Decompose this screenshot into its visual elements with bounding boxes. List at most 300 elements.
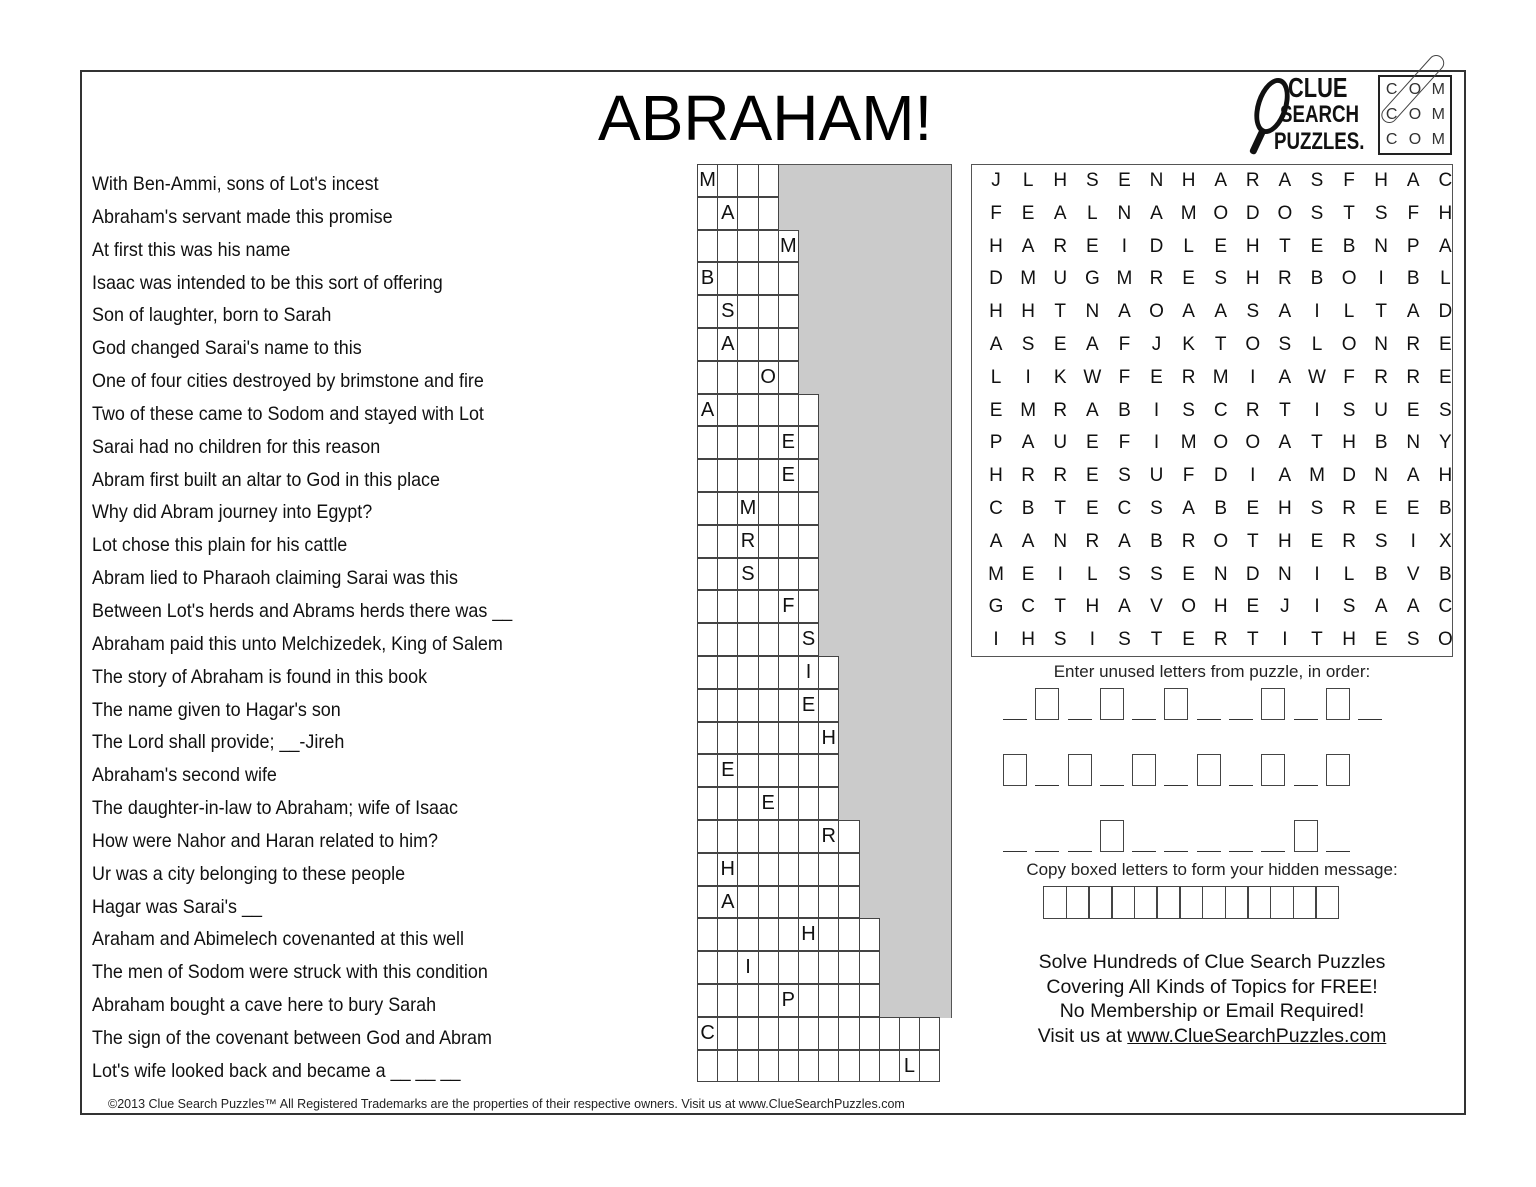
word-search-letter[interactable]: B bbox=[1374, 563, 1388, 585]
answer-cell[interactable] bbox=[798, 426, 819, 459]
word-search-letter[interactable]: K bbox=[1182, 334, 1195, 355]
answer-cell[interactable] bbox=[778, 754, 799, 787]
boxed-letter-slot[interactable] bbox=[1326, 754, 1350, 786]
answer-cell[interactable] bbox=[717, 590, 738, 623]
word-search-letter[interactable]: H bbox=[1021, 629, 1035, 651]
answer-cell[interactable] bbox=[778, 689, 799, 722]
word-search-letter[interactable]: S bbox=[1053, 629, 1067, 651]
answer-cell[interactable] bbox=[798, 459, 819, 492]
answer-cell[interactable] bbox=[717, 492, 738, 525]
answer-cell[interactable] bbox=[818, 689, 839, 722]
answer-cell[interactable] bbox=[818, 1017, 839, 1050]
word-search-letter[interactable]: I bbox=[1153, 399, 1160, 421]
word-search-letter[interactable]: S bbox=[1342, 596, 1356, 618]
word-search-letter[interactable]: A bbox=[989, 530, 1003, 552]
answer-cell[interactable] bbox=[919, 1050, 940, 1083]
word-search-letter[interactable]: B bbox=[1439, 498, 1452, 519]
word-search-letter[interactable]: M bbox=[1309, 465, 1325, 487]
word-search-letter[interactable]: T bbox=[1246, 629, 1259, 651]
answer-cell[interactable] bbox=[697, 722, 718, 755]
answer-cell[interactable] bbox=[737, 1050, 758, 1083]
answer-cell[interactable] bbox=[758, 459, 779, 492]
word-search-letter[interactable]: I bbox=[1314, 399, 1320, 421]
answer-cell[interactable]: I bbox=[737, 951, 758, 984]
answer-cell[interactable] bbox=[899, 1017, 920, 1050]
word-search-letter[interactable]: T bbox=[1246, 530, 1259, 552]
word-search-letter[interactable]: M bbox=[1116, 268, 1133, 290]
boxed-letter-slot[interactable] bbox=[1164, 688, 1188, 720]
answer-cell[interactable] bbox=[737, 623, 758, 656]
answer-cell[interactable] bbox=[798, 492, 819, 525]
answer-cell[interactable]: H bbox=[717, 853, 738, 886]
answer-cell[interactable] bbox=[717, 984, 738, 1017]
answer-cell[interactable] bbox=[778, 623, 799, 656]
answer-cell[interactable] bbox=[838, 984, 859, 1017]
answer-cell[interactable]: M bbox=[697, 164, 718, 197]
answer-cell[interactable] bbox=[778, 951, 799, 984]
word-search-letter[interactable]: E bbox=[1182, 563, 1195, 585]
answer-cell[interactable] bbox=[717, 1050, 738, 1083]
word-search-letter[interactable]: N bbox=[1053, 530, 1068, 552]
answer-cell[interactable]: O bbox=[758, 361, 779, 394]
word-search-letter[interactable]: E bbox=[1085, 498, 1099, 519]
word-search-letter[interactable]: A bbox=[1406, 596, 1420, 618]
word-search-letter[interactable]: L bbox=[1440, 268, 1451, 290]
answer-cell[interactable] bbox=[697, 328, 718, 361]
word-search-letter[interactable]: V bbox=[1406, 563, 1420, 585]
answer-cell[interactable] bbox=[838, 1017, 859, 1050]
answer-cell[interactable] bbox=[717, 1017, 738, 1050]
answer-cell[interactable] bbox=[717, 394, 738, 427]
word-search-letter[interactable]: S bbox=[1439, 399, 1452, 421]
answer-cell[interactable] bbox=[697, 492, 718, 525]
answer-cell[interactable] bbox=[697, 918, 718, 951]
word-search-letter[interactable]: A bbox=[1214, 170, 1228, 191]
answer-cell[interactable]: E bbox=[778, 459, 799, 492]
answer-cell[interactable] bbox=[697, 1050, 718, 1083]
word-search-letter[interactable]: A bbox=[1085, 399, 1099, 421]
word-search-letter[interactable]: I bbox=[1153, 432, 1160, 454]
word-search-letter[interactable]: A bbox=[1278, 170, 1292, 191]
answer-cell[interactable]: F bbox=[778, 590, 799, 623]
word-search-letter[interactable]: G bbox=[988, 596, 1004, 618]
word-search-letter[interactable]: S bbox=[1374, 530, 1388, 552]
word-search-letter[interactable]: N bbox=[1117, 202, 1132, 224]
word-search-letter[interactable]: D bbox=[989, 268, 1003, 290]
answer-cell[interactable] bbox=[818, 918, 839, 951]
word-search-letter[interactable]: C bbox=[1438, 170, 1453, 191]
word-search-letter[interactable]: E bbox=[1439, 366, 1452, 388]
word-search-letter[interactable]: I bbox=[1314, 596, 1320, 618]
letter-slot[interactable] bbox=[1003, 850, 1027, 852]
answer-cell[interactable] bbox=[778, 722, 799, 755]
word-search-letter[interactable]: A bbox=[1118, 530, 1131, 552]
word-search-letter[interactable]: V bbox=[1150, 596, 1163, 618]
answer-cell[interactable]: S bbox=[737, 558, 758, 591]
answer-cell[interactable] bbox=[859, 918, 880, 951]
word-search-letter[interactable]: B bbox=[1342, 235, 1356, 257]
answer-cell[interactable] bbox=[798, 1017, 819, 1050]
word-search-letter[interactable]: F bbox=[1407, 202, 1420, 224]
word-search-letter[interactable]: P bbox=[989, 432, 1003, 454]
word-search-letter[interactable]: I bbox=[1057, 563, 1063, 585]
word-search-letter[interactable]: E bbox=[989, 399, 1003, 421]
word-search-letter[interactable]: B bbox=[1406, 268, 1420, 290]
answer-cell[interactable] bbox=[798, 394, 819, 427]
word-search-letter[interactable]: R bbox=[1053, 399, 1068, 421]
word-search-letter[interactable]: E bbox=[1085, 432, 1099, 454]
answer-cell[interactable] bbox=[798, 1050, 819, 1083]
word-search-letter[interactable]: T bbox=[1311, 432, 1323, 454]
answer-cell[interactable] bbox=[838, 886, 859, 919]
answer-cell[interactable] bbox=[818, 853, 839, 886]
answer-cell[interactable] bbox=[758, 164, 779, 197]
answer-cell[interactable]: H bbox=[798, 918, 819, 951]
word-search-letter[interactable]: B bbox=[1150, 530, 1163, 552]
word-search-letter[interactable]: I bbox=[1378, 268, 1384, 290]
word-search-letter[interactable]: S bbox=[1150, 498, 1163, 519]
answer-cell[interactable] bbox=[778, 361, 799, 394]
website-link[interactable]: www.ClueSearchPuzzles.com bbox=[1127, 1024, 1387, 1047]
word-search-letter[interactable]: I bbox=[993, 629, 999, 651]
word-search-letter[interactable]: U bbox=[1053, 432, 1068, 454]
word-search-letter[interactable]: B bbox=[1310, 268, 1324, 290]
answer-cell[interactable] bbox=[758, 951, 779, 984]
word-search-letter[interactable]: C bbox=[1438, 596, 1453, 618]
answer-cell[interactable] bbox=[697, 426, 718, 459]
word-search-letter[interactable]: M bbox=[1020, 268, 1037, 290]
word-search-letter[interactable]: I bbox=[1121, 235, 1128, 257]
answer-cell[interactable] bbox=[737, 984, 758, 1017]
word-search-letter[interactable]: L bbox=[1183, 235, 1194, 257]
answer-cell[interactable]: M bbox=[737, 492, 758, 525]
word-search-letter[interactable]: S bbox=[1406, 629, 1420, 651]
word-search-letter[interactable]: T bbox=[1054, 498, 1067, 519]
word-search-letter[interactable]: K bbox=[1053, 366, 1067, 388]
answer-cell[interactable] bbox=[737, 754, 758, 787]
word-search-letter[interactable]: T bbox=[1375, 301, 1387, 323]
answer-cell[interactable] bbox=[737, 853, 758, 886]
word-search-letter[interactable]: R bbox=[1374, 366, 1389, 388]
answer-cell[interactable] bbox=[818, 886, 839, 919]
word-search-letter[interactable]: N bbox=[1278, 563, 1292, 585]
word-search-letter[interactable]: A bbox=[1406, 465, 1420, 487]
answer-cell[interactable] bbox=[697, 230, 718, 263]
answer-cell[interactable] bbox=[717, 918, 738, 951]
word-search-letter[interactable]: H bbox=[1278, 498, 1292, 519]
answer-cell[interactable] bbox=[737, 590, 758, 623]
word-search-letter[interactable]: T bbox=[1054, 301, 1067, 323]
word-search-letter[interactable]: S bbox=[1118, 465, 1131, 487]
word-search-letter[interactable]: A bbox=[1374, 596, 1388, 618]
boxed-letter-slot[interactable] bbox=[1294, 820, 1318, 852]
letter-slot[interactable] bbox=[1100, 784, 1124, 786]
word-search-letter[interactable]: H bbox=[1085, 596, 1100, 618]
word-search-letter[interactable]: E bbox=[1021, 202, 1035, 224]
letter-slot[interactable] bbox=[1261, 850, 1285, 852]
answer-cell[interactable] bbox=[758, 328, 779, 361]
word-search-letter[interactable]: T bbox=[1054, 596, 1067, 618]
answer-cell[interactable] bbox=[737, 295, 758, 328]
answer-cell[interactable] bbox=[838, 1050, 859, 1083]
answer-cell[interactable] bbox=[737, 262, 758, 295]
word-search-letter[interactable]: E bbox=[1214, 235, 1228, 257]
answer-cell[interactable] bbox=[838, 853, 859, 886]
word-search-letter[interactable]: A bbox=[1278, 366, 1292, 388]
word-search-letter[interactable]: E bbox=[1053, 334, 1067, 355]
word-search-letter[interactable]: E bbox=[1182, 268, 1195, 290]
word-search-letter[interactable]: B bbox=[1021, 498, 1035, 519]
answer-cell[interactable] bbox=[697, 590, 718, 623]
word-search-letter[interactable]: S bbox=[1150, 563, 1163, 585]
answer-cell[interactable] bbox=[879, 1050, 900, 1083]
hidden-message-box[interactable] bbox=[1066, 886, 1090, 919]
word-search-letter[interactable]: R bbox=[1342, 498, 1356, 519]
answer-cell[interactable] bbox=[818, 984, 839, 1017]
answer-cell[interactable] bbox=[778, 328, 799, 361]
word-search-letter[interactable]: A bbox=[1021, 235, 1035, 257]
answer-cell[interactable] bbox=[758, 1017, 779, 1050]
word-search-letter[interactable]: H bbox=[1374, 170, 1389, 191]
word-search-letter[interactable]: L bbox=[1343, 563, 1355, 585]
letter-slot[interactable] bbox=[1358, 718, 1382, 720]
hidden-message-box[interactable] bbox=[1315, 886, 1339, 919]
hidden-message-box[interactable] bbox=[1247, 886, 1271, 919]
answer-cell[interactable] bbox=[798, 820, 819, 853]
word-search-letter[interactable]: H bbox=[1053, 170, 1068, 191]
answer-cell[interactable] bbox=[737, 197, 758, 230]
answer-cell[interactable] bbox=[758, 623, 779, 656]
answer-cell[interactable] bbox=[737, 230, 758, 263]
answer-cell[interactable] bbox=[838, 951, 859, 984]
answer-cell[interactable] bbox=[737, 328, 758, 361]
boxed-letter-slot[interactable] bbox=[1035, 688, 1059, 720]
answer-cell[interactable] bbox=[818, 754, 839, 787]
word-search-letter[interactable]: I bbox=[1314, 301, 1320, 323]
boxed-letter-slot[interactable] bbox=[1100, 688, 1124, 720]
word-search-letter[interactable]: M bbox=[1212, 366, 1229, 388]
answer-cell[interactable] bbox=[717, 656, 738, 689]
hidden-message-box[interactable] bbox=[1088, 886, 1112, 919]
answer-cell[interactable] bbox=[818, 951, 839, 984]
answer-cell[interactable] bbox=[778, 525, 799, 558]
answer-cell[interactable] bbox=[737, 394, 758, 427]
word-search-letter[interactable]: F bbox=[1118, 432, 1131, 454]
answer-cell[interactable] bbox=[778, 886, 799, 919]
answer-cell[interactable] bbox=[717, 525, 738, 558]
answer-cell[interactable] bbox=[758, 525, 779, 558]
letter-slot[interactable] bbox=[1229, 784, 1253, 786]
letter-slot[interactable] bbox=[1197, 850, 1221, 852]
answer-cell[interactable] bbox=[758, 1050, 779, 1083]
answer-cell[interactable] bbox=[798, 984, 819, 1017]
word-search-letter[interactable]: R bbox=[1181, 530, 1196, 552]
word-search-letter[interactable]: F bbox=[1343, 170, 1355, 191]
word-search-letter[interactable]: O bbox=[1213, 530, 1229, 552]
word-search-letter[interactable]: F bbox=[1343, 366, 1355, 388]
answer-cell[interactable] bbox=[697, 787, 718, 820]
answer-cell[interactable]: A bbox=[697, 394, 718, 427]
word-search-letter[interactable]: S bbox=[1214, 268, 1228, 290]
boxed-letter-slot[interactable] bbox=[1068, 754, 1092, 786]
answer-cell[interactable] bbox=[717, 230, 738, 263]
answer-cell[interactable]: L bbox=[899, 1050, 920, 1083]
word-search-letter[interactable]: R bbox=[1245, 170, 1260, 191]
word-search-letter[interactable]: H bbox=[1245, 235, 1260, 257]
word-search-letter[interactable]: L bbox=[1087, 202, 1098, 224]
letter-slot[interactable] bbox=[1035, 784, 1059, 786]
word-search-letter[interactable]: C bbox=[1213, 399, 1228, 421]
answer-cell[interactable]: E bbox=[798, 689, 819, 722]
word-search-letter[interactable]: H bbox=[1438, 465, 1453, 487]
answer-cell[interactable] bbox=[737, 164, 758, 197]
answer-cell[interactable] bbox=[778, 853, 799, 886]
word-search-letter[interactable]: F bbox=[1118, 334, 1131, 355]
answer-cell[interactable] bbox=[859, 984, 880, 1017]
answer-cell[interactable] bbox=[838, 918, 859, 951]
answer-cell[interactable] bbox=[778, 820, 799, 853]
word-search-letter[interactable]: A bbox=[1085, 334, 1099, 355]
word-search-letter[interactable]: R bbox=[1278, 268, 1292, 290]
answer-cell[interactable] bbox=[758, 820, 779, 853]
answer-cell[interactable] bbox=[859, 951, 880, 984]
answer-cell[interactable] bbox=[778, 787, 799, 820]
word-search-letter[interactable]: J bbox=[1280, 596, 1290, 618]
word-search-letter[interactable]: D bbox=[1245, 563, 1260, 585]
word-search-letter[interactable]: O bbox=[1437, 629, 1453, 651]
word-search-letter[interactable]: M bbox=[1180, 202, 1197, 224]
word-search-letter[interactable]: S bbox=[1310, 202, 1324, 224]
answer-cell[interactable] bbox=[758, 656, 779, 689]
boxed-letter-slot[interactable] bbox=[1003, 754, 1027, 786]
answer-cell[interactable] bbox=[697, 853, 718, 886]
word-search-letter[interactable]: B bbox=[1439, 563, 1452, 585]
word-search-letter[interactable]: J bbox=[991, 170, 1001, 191]
word-search-letter[interactable]: R bbox=[1406, 334, 1421, 355]
answer-cell[interactable] bbox=[758, 230, 779, 263]
answer-cell[interactable] bbox=[758, 394, 779, 427]
word-search-letter[interactable]: O bbox=[1149, 301, 1164, 323]
answer-cell[interactable] bbox=[778, 394, 799, 427]
word-search-letter[interactable]: N bbox=[1406, 432, 1421, 454]
word-search-letter[interactable]: M bbox=[988, 563, 1004, 585]
answer-cell[interactable]: M bbox=[778, 230, 799, 263]
word-search-letter[interactable]: A bbox=[1053, 202, 1067, 224]
word-search-letter[interactable]: M bbox=[1020, 399, 1037, 421]
word-search-letter[interactable]: L bbox=[1022, 170, 1034, 191]
word-search-letter[interactable]: S bbox=[1085, 170, 1099, 191]
answer-cell[interactable] bbox=[737, 787, 758, 820]
word-search-letter[interactable]: S bbox=[1342, 399, 1356, 421]
answer-cell[interactable] bbox=[758, 197, 779, 230]
answer-cell[interactable] bbox=[737, 886, 758, 919]
word-search-letter[interactable]: C bbox=[1117, 498, 1132, 519]
word-search-letter[interactable]: N bbox=[1085, 301, 1100, 323]
answer-cell[interactable] bbox=[737, 689, 758, 722]
answer-cell[interactable] bbox=[778, 558, 799, 591]
word-search-letter[interactable]: A bbox=[1278, 432, 1292, 454]
answer-cell[interactable] bbox=[697, 295, 718, 328]
answer-cell[interactable] bbox=[717, 459, 738, 492]
word-search-letter[interactable]: U bbox=[1374, 399, 1389, 421]
word-search-letter[interactable]: E bbox=[1374, 498, 1388, 519]
word-search-letter[interactable]: S bbox=[1374, 202, 1388, 224]
answer-cell[interactable] bbox=[737, 361, 758, 394]
word-search-letter[interactable]: C bbox=[989, 498, 1003, 519]
word-search-letter[interactable]: N bbox=[1374, 465, 1389, 487]
answer-cell[interactable] bbox=[697, 984, 718, 1017]
answer-cell[interactable]: A bbox=[717, 886, 738, 919]
answer-cell[interactable] bbox=[778, 918, 799, 951]
word-search-letter[interactable]: U bbox=[1149, 465, 1164, 487]
word-search-letter[interactable]: R bbox=[1213, 629, 1228, 651]
word-search-letter[interactable]: I bbox=[1089, 629, 1095, 651]
letter-slot[interactable] bbox=[1003, 718, 1027, 720]
word-search-letter[interactable]: E bbox=[1085, 465, 1099, 487]
answer-cell[interactable] bbox=[798, 754, 819, 787]
answer-cell[interactable] bbox=[717, 361, 738, 394]
word-search-letter[interactable]: A bbox=[1439, 235, 1452, 257]
hidden-message-box[interactable] bbox=[1225, 886, 1249, 919]
word-search-letter[interactable]: T bbox=[1279, 399, 1291, 421]
answer-cell[interactable]: E bbox=[758, 787, 779, 820]
answer-cell[interactable] bbox=[919, 1017, 940, 1050]
word-search-letter[interactable]: A bbox=[1406, 170, 1420, 191]
word-search-letter[interactable]: F bbox=[990, 202, 1002, 224]
answer-cell[interactable] bbox=[697, 754, 718, 787]
letter-slot[interactable] bbox=[1068, 718, 1092, 720]
letter-slot[interactable] bbox=[1229, 718, 1253, 720]
word-search-letter[interactable]: U bbox=[1053, 268, 1068, 290]
answer-cell[interactable] bbox=[758, 590, 779, 623]
answer-cell[interactable] bbox=[758, 295, 779, 328]
word-search-letter[interactable]: H bbox=[1181, 170, 1196, 191]
word-search-letter[interactable]: E bbox=[1150, 366, 1163, 388]
word-search-letter[interactable]: A bbox=[1214, 301, 1228, 323]
answer-cell[interactable] bbox=[798, 722, 819, 755]
answer-cell[interactable] bbox=[758, 754, 779, 787]
answer-cell[interactable] bbox=[778, 1017, 799, 1050]
answer-cell[interactable] bbox=[838, 820, 859, 853]
answer-cell[interactable] bbox=[879, 1017, 900, 1050]
word-search-letter[interactable]: O bbox=[1245, 432, 1261, 454]
answer-cell[interactable] bbox=[859, 1017, 880, 1050]
answer-cell[interactable] bbox=[758, 426, 779, 459]
answer-cell[interactable] bbox=[697, 459, 718, 492]
word-search-letter[interactable]: L bbox=[1343, 301, 1355, 323]
word-search-letter[interactable]: A bbox=[1021, 432, 1035, 454]
word-search-letter[interactable]: S bbox=[1182, 399, 1195, 421]
answer-cell[interactable] bbox=[737, 459, 758, 492]
answer-cell[interactable] bbox=[697, 656, 718, 689]
answer-cell[interactable] bbox=[717, 689, 738, 722]
letter-slot[interactable] bbox=[1326, 850, 1350, 852]
answer-cell[interactable] bbox=[717, 558, 738, 591]
hidden-message-box[interactable] bbox=[1202, 886, 1226, 919]
word-search-letter[interactable]: S bbox=[1021, 334, 1035, 355]
answer-cell[interactable] bbox=[697, 361, 718, 394]
answer-cell[interactable]: B bbox=[697, 262, 718, 295]
answer-cell[interactable] bbox=[717, 426, 738, 459]
word-search-letter[interactable]: E bbox=[1246, 498, 1260, 519]
answer-cell[interactable]: S bbox=[717, 295, 738, 328]
hidden-message-box[interactable] bbox=[1156, 886, 1180, 919]
answer-cell[interactable] bbox=[737, 1017, 758, 1050]
word-search-letter[interactable]: H bbox=[989, 465, 1003, 487]
answer-cell[interactable] bbox=[697, 689, 718, 722]
word-search-letter[interactable]: T bbox=[1343, 202, 1355, 224]
word-search-letter[interactable]: S bbox=[1310, 170, 1324, 191]
